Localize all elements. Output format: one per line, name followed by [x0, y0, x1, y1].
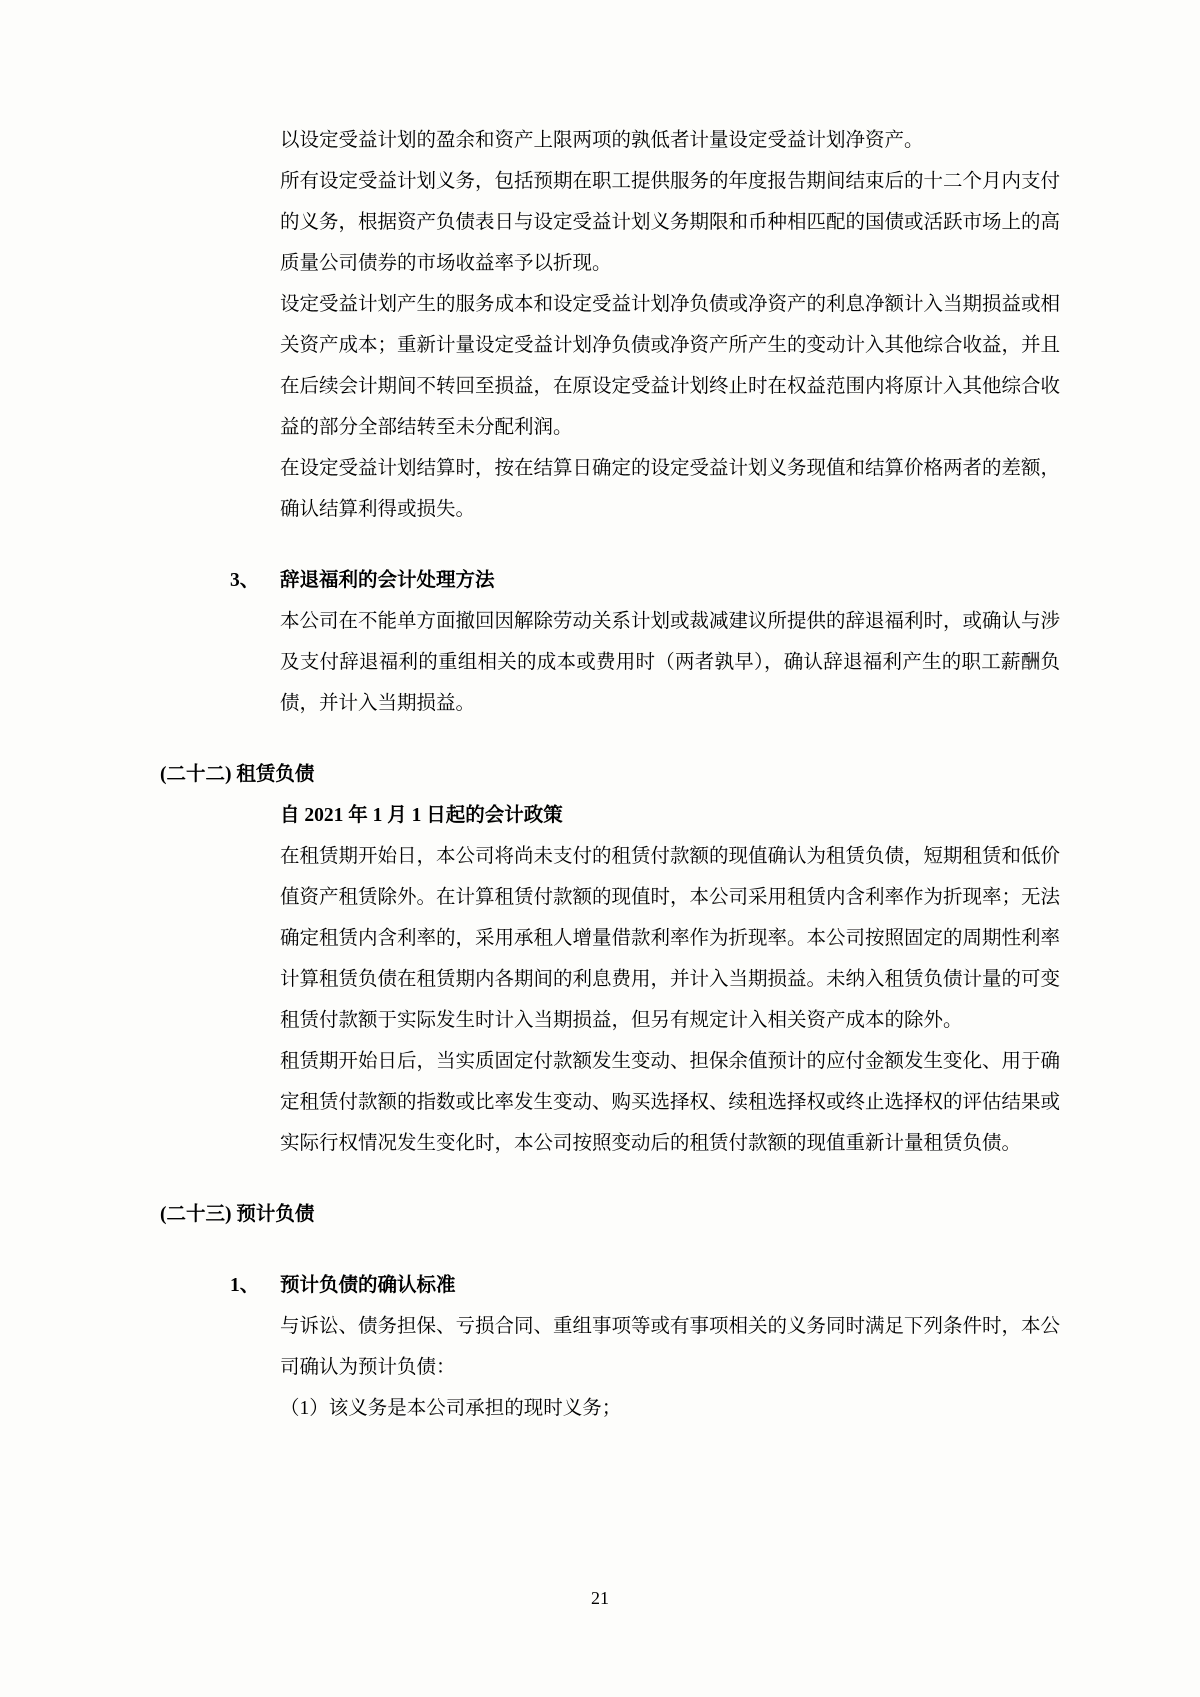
- paragraph-provision-criteria-body: 与诉讼、债务担保、亏损合同、重组事项等或有事项相关的义务同时满足下列条件时，本公司确认为预计负债：: [280, 1316, 1061, 1378]
- paragraph-service-cost-and-interest: 设定受益计划产生的服务成本和设定受益计划净负债或净资产的利息净额计入当期损益或相关资产成本；重新计量设定受益计划净负债或净资产所产生的变动计入其他综合收益，并且在后续会计期间不转回至损益，在原设定受益计划终止时在权益范围内将原计入其他综合收益的部分全部结转至未分配利润。: [280, 294, 1061, 438]
- paragraph-lease-remeasurement: 租赁期开始日后，当实质固定付款额发生变动、担保余值预计的应付金额发生变化、用于确定租赁付款额的指数或比率发生变动、购买选择权、续租选择权或终止选择权的评估结果或实际行权情况发生变化时，本公司按照变动后的租赁付款额的现值重新计量租赁负债。: [280, 1051, 1061, 1154]
- paragraph-defined-benefit-surplus: 以设定受益计划的盈余和资产上限两项的孰低者计量设定受益计划净资产。: [280, 130, 924, 151]
- heading-policy-from-2021: 自 2021 年 1 月 1 日起的会计政策: [280, 805, 563, 826]
- document-body: [150, 120, 1060, 1429]
- paragraph-lease-commencement: 在租赁期开始日，本公司将尚未支付的租赁付款额的现值确认为租赁负债，短期租赁和低价值资产租赁除外。在计算租赁付款额的现值时，本公司采用租赁内含利率作为折现率；无法确定租赁内含利率的，采用承租人增量借款利率作为折现率。本公司按照固定的周期性利率计算租赁负债在租赁期内各期间的利息费用，并计入当期损益。未纳入租赁负债计量的可变租赁付款额于实际发生时计入当期损益，但另有规定计入相关资产成本的除外。: [280, 846, 1061, 1031]
- spacer: [150, 724, 1060, 754]
- heading-lease-liabilities: (二十二) 租赁负债: [160, 764, 315, 785]
- paragraph-defined-benefit-obligation: 所有设定受益计划义务，包括预期在职工提供服务的年度报告期间结束后的十二个月内支付的义务，根据资产负债表日与设定受益计划义务期限和币种相匹配的国债或活跃市场上的高质量公司债券的市场收益率予以折现。: [280, 171, 1061, 274]
- heading-number: 1、: [230, 1275, 260, 1296]
- spacer: [150, 530, 1060, 560]
- heading-number: 3、: [230, 570, 260, 591]
- heading-text: 预计负债的确认标准: [280, 1275, 456, 1296]
- heading-text: 辞退福利的会计处理方法: [280, 570, 495, 591]
- spacer: [150, 1164, 1060, 1194]
- page-number: 21: [591, 1588, 609, 1608]
- heading-provision-recognition-criteria: [230, 1265, 1060, 1306]
- heading-provisions: (二十三) 预计负债: [160, 1204, 315, 1225]
- paragraph-termination-benefits-body: 本公司在不能单方面撤回因解除劳动关系计划或裁减建议所提供的辞退福利时，或确认与涉及支付辞退福利的重组相关的成本或费用时（两者孰早），确认辞退福利产生的职工薪酬负债，并计入当期损益。: [280, 611, 1061, 714]
- heading-termination-benefits: [230, 560, 1060, 601]
- spacer: [150, 1235, 1060, 1265]
- paragraph-settlement-gain-loss: 在设定受益计划结算时，按在结算日确定的设定受益计划义务现值和结算价格两者的差额，确认结算利得或损失。: [280, 458, 1061, 520]
- paragraph-provision-criteria-item-1: （1）该义务是本公司承担的现时义务；: [280, 1398, 622, 1419]
